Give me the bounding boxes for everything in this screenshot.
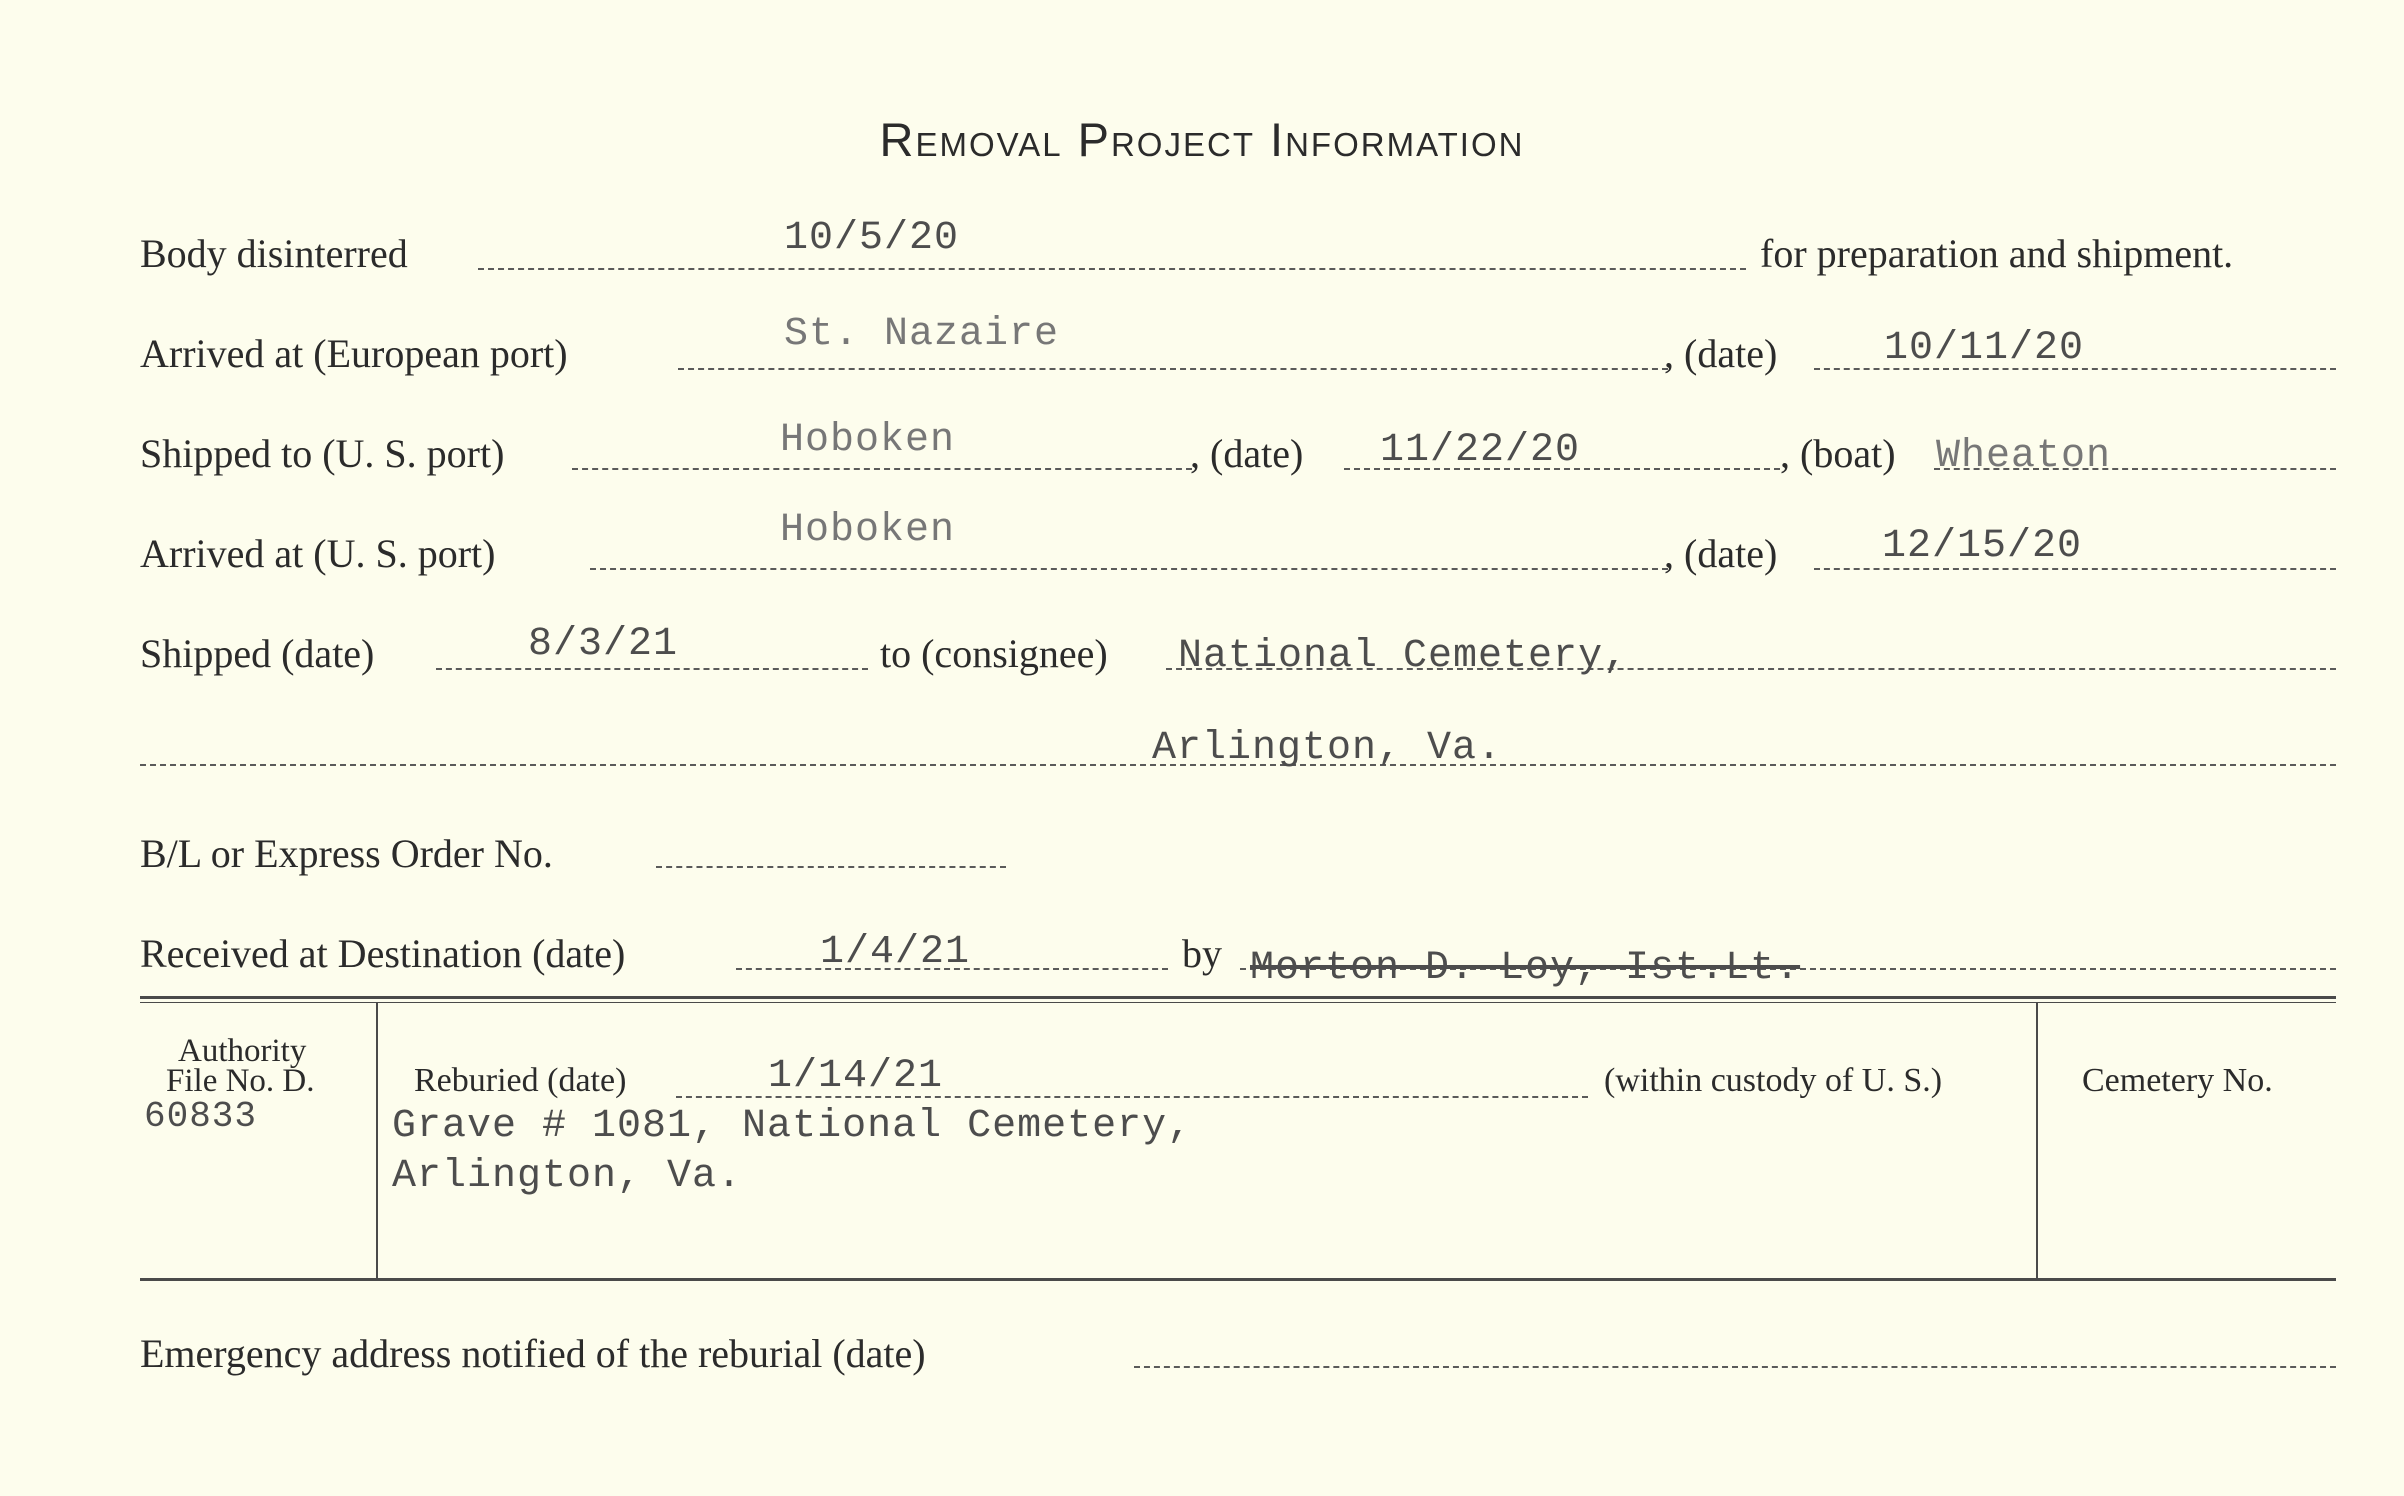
arrived-us-value: Hoboken	[780, 508, 956, 553]
disinterred-suffix: for preparation and shipment.	[1760, 231, 2234, 276]
consignee-line1: National Cemetery,	[1178, 634, 1629, 679]
authority-label-1: Authority	[178, 1033, 307, 1069]
european-port-value: St. Nazaire	[784, 312, 1060, 357]
reburied-date: 1/14/21	[768, 1054, 944, 1099]
arrived-us-date-label: , (date)	[1664, 531, 1778, 576]
european-port-label: Arrived at (European port)	[140, 331, 568, 376]
received-by: Morton D. Loy, Ist.Lt.	[1250, 946, 1801, 991]
grave-line-1: Grave # 1081, National Cemetery,	[392, 1104, 1193, 1149]
shipped-us-boat: Wheaton	[1936, 434, 2112, 479]
shipped-us-boat-label: , (boat)	[1780, 431, 1896, 476]
custody-label: (within custody of U. S.)	[1604, 1062, 1943, 1099]
card-title: Removal Project Information	[879, 113, 1525, 166]
european-port-date: 10/11/20	[1884, 326, 2085, 371]
disinterred-line	[478, 268, 1746, 270]
european-port-line	[678, 368, 1668, 370]
bl-line	[656, 866, 1006, 868]
emergency-label: Emergency address notified of the reburial (date)	[140, 1331, 926, 1376]
bl-label: B/L or Express Order No.	[140, 831, 553, 876]
shipped-date: 8/3/21	[528, 622, 679, 667]
shipped-us-date: 11/22/20	[1380, 428, 1581, 473]
shipped-us-value: Hoboken	[780, 418, 956, 463]
shipped-label: Shipped (date)	[140, 631, 375, 676]
shipped-us-label: Shipped to (U. S. port)	[140, 431, 505, 476]
authority-label-2: File No. D.	[166, 1063, 315, 1099]
received-date: 1/4/21	[820, 930, 971, 975]
box-bottom-rule	[140, 1278, 2336, 1281]
box-top-rule-inner	[140, 1002, 2336, 1003]
emergency-line	[1134, 1366, 2336, 1368]
authority-number: 60833	[144, 1096, 258, 1137]
arrived-us-label: Arrived at (U. S. port)	[140, 531, 496, 576]
box-divider-right	[2036, 1002, 2038, 1278]
reburied-label: Reburied (date)	[414, 1062, 627, 1099]
consignee-label: to (consignee)	[880, 631, 1108, 676]
box-divider-left	[376, 1002, 378, 1278]
arrived-us-line	[590, 568, 1668, 570]
cemetery-no-label: Cemetery No.	[2082, 1062, 2273, 1099]
european-port-date-label: , (date)	[1664, 331, 1778, 376]
grave-line-2: Arlington, Va.	[392, 1154, 743, 1199]
box-top-rule	[140, 996, 2336, 999]
shipped-date-line	[436, 668, 868, 670]
consignee-line2: Arlington, Va.	[1152, 726, 1503, 771]
disinterred-date: 10/5/20	[784, 216, 960, 261]
arrived-us-date: 12/15/20	[1882, 524, 2083, 569]
shipped-us-date-label: , (date)	[1190, 431, 1304, 476]
shipped-us-line	[572, 468, 1192, 470]
received-label: Received at Destination (date)	[140, 931, 626, 976]
received-by-label: by	[1182, 931, 1222, 976]
disinterred-label: Body disinterred	[140, 231, 408, 276]
